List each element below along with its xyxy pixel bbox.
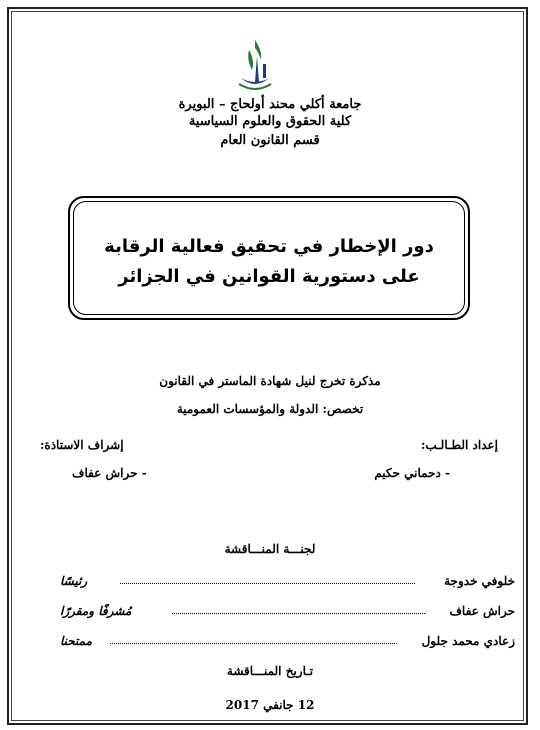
- member-role: مُشرفًا ومقررًا: [60, 604, 132, 618]
- member-name: زعادي محمد جلول: [421, 634, 515, 648]
- dotted-leader: [120, 583, 415, 584]
- memo-specialty: تخصص: الدولة والمؤسسات العمومية: [176, 402, 364, 416]
- student-name: - دحماني حكيم: [374, 466, 450, 480]
- discussion-date: 12 جانفي 2017: [225, 698, 315, 712]
- department-name: قسم القانون العام: [220, 133, 320, 148]
- memo-purpose: مذكرة تخرج لنيل شهادة الماستر في القانون: [159, 374, 381, 388]
- committee-row: [60, 634, 515, 652]
- thesis-title-line2: على دستورية القوانين في الجزائر: [118, 266, 420, 287]
- supervision-label: إشراف الاستاذة:: [40, 438, 124, 452]
- committee-row: [60, 604, 515, 622]
- committee-row: [60, 574, 515, 592]
- university-logo-icon: [235, 38, 275, 92]
- discussion-date-label: تـاريخ المنـــاقشة: [226, 664, 314, 678]
- prepared-by-label: إعداد الطـالـب:: [420, 438, 498, 452]
- faculty-name: كلية الحقوق والعلوم السياسية: [188, 114, 352, 129]
- member-role: ممتحنا: [60, 634, 93, 648]
- university-name: جامعة أكلي محند أولحاج – البويرة: [178, 97, 362, 112]
- thesis-title-line1: دور الإخطار في تحقيق فعالية الرقابة: [104, 236, 434, 257]
- supervisor-name: - حراش عفاف: [72, 466, 147, 480]
- thesis-title: [73, 232, 465, 292]
- member-role: رئيسًا: [60, 574, 88, 588]
- dotted-leader: [172, 613, 425, 614]
- dotted-leader: [110, 643, 397, 644]
- member-name: خلوفي خدوجة: [444, 574, 515, 588]
- member-name: حراش عفاف: [449, 604, 515, 618]
- committee-title: لجنـــة المنـــاقشة: [224, 542, 316, 556]
